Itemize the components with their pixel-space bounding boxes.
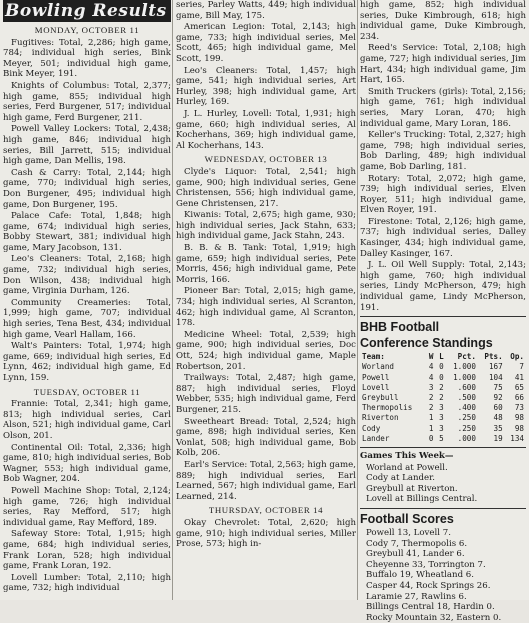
team-result: Sweetheart Bread: Total, 2,524; high game, 898; high individual series, Ken Vonlat, 508; high individual game, Bob Kolb, 206. bbox=[176, 416, 356, 459]
team-result: Medicine Wheel: Total, 2,539; high game, 900; high individual series, Doc Ott, 524; high individual game, Maple Robertson, 201. bbox=[176, 329, 356, 372]
score-line: Rocky Mountain 32, Eastern 0. bbox=[366, 612, 502, 623]
team-result: Firestone: Total, 2,126; high game, 737; high individual series, Dalley Kasinger, 434; high individual game, Dalley Kasinger, 167. bbox=[360, 216, 526, 259]
pts-cell: 48 bbox=[493, 413, 503, 423]
losses-cell: 5 bbox=[439, 433, 444, 443]
standings-header-w: W bbox=[428, 352, 434, 362]
team-cell: Powell bbox=[362, 372, 390, 382]
team-cell: Lander bbox=[362, 433, 390, 443]
team-result: Community Creameries: Total, 1,999; high game, 707; individual high series, Tena Best, 434; individual high game, Vearl Hallam, 166. bbox=[3, 297, 171, 340]
standings-row bbox=[360, 383, 526, 393]
pct-cell: .400 bbox=[457, 403, 476, 413]
pct-cell: .000 bbox=[457, 433, 476, 443]
losses-cell: 0 bbox=[439, 362, 444, 372]
pts-cell: 60 bbox=[493, 403, 503, 413]
team-result: Clyde's Liquor: Total, 2,541; high game, 900; high individual series, Gene Christensen, 556; high individual game, Gene Christensen, 217. bbox=[176, 166, 356, 209]
op-cell: 7 bbox=[519, 362, 524, 372]
team-result: Leo's Cleaners: Total, 2,168; high game, 732; individual high series, Don Wilson, 438; individual high game, Virginia Durham, 126. bbox=[3, 254, 171, 297]
op-cell: 66 bbox=[514, 393, 524, 403]
standings-row bbox=[360, 434, 526, 444]
losses-cell: 3 bbox=[439, 413, 444, 423]
standings-header-pts: Pts. bbox=[484, 352, 503, 362]
standings-row bbox=[360, 362, 526, 372]
team-result: American Legion: Total, 2,143; high game, 733; high individual series, Mel Scott, 465; high individual game, Mel Scott, 199. bbox=[176, 22, 356, 64]
day-heading: THURSDAY, OCTOBER 14 bbox=[208, 505, 324, 516]
wins-cell: 0 bbox=[428, 433, 434, 443]
standings-row bbox=[360, 424, 526, 434]
team-result: Earl's Service: Total, 2,563; high game, 889; high individual series, Earl Learned, 567; high individual game, Earl Learned, 214. bbox=[176, 459, 356, 502]
wins-cell: 4 bbox=[428, 362, 434, 372]
team-result: Trailways: Total, 2,487; high game, 887; high individual series, Floyd Webber, 535; high individual game, Ferd Burgener, 215. bbox=[176, 373, 356, 415]
wins-cell: 2 bbox=[428, 393, 434, 403]
standings-title: BHB Football bbox=[360, 320, 440, 335]
masthead-title: Bowling Results bbox=[3, 0, 171, 22]
team-result: Okay Chevrolet: Total, 2,620; high game, 910; high individual series, Miller Prose, 573; high in- bbox=[176, 517, 356, 550]
pts-cell: 75 bbox=[493, 382, 503, 392]
losses-cell: 3 bbox=[439, 423, 444, 433]
column-rule bbox=[357, 0, 358, 600]
standings-header-l: L bbox=[439, 352, 444, 362]
score-line: Casper 44, Rock Springs 26. bbox=[366, 580, 491, 591]
score-line: Buffalo 19, Wheatland 6. bbox=[366, 570, 475, 581]
team-result: Knights of Columbus: Total, 2,377; high game, 855; individual high series, Ferd Burgener, 517; individual high game, Ferd Burgener, 211. bbox=[3, 80, 171, 123]
wins-cell: 1 bbox=[428, 423, 434, 433]
score-line: Billings Central 18, Hardin 0. bbox=[366, 602, 495, 613]
op-cell: 65 bbox=[514, 382, 524, 392]
standings-row bbox=[360, 393, 526, 403]
team-result: Lovell Lumber: Total, 2,110; high game, 732; high individual bbox=[3, 572, 171, 594]
team-result: Keller's Trucking: Total, 2,327; high game, 798; high individual series, Bob Darling, 489; high individual game, Bob Darling, 181. bbox=[360, 130, 526, 172]
team-result: Powell Valley Lockers: Total, 2,438; high game, 846; individual high series, Bill Jarrett, 515; individual high game, Dan Mellis, 198. bbox=[3, 124, 171, 167]
team-result: series, Parley Watts, 449; high individual game, Bill May, 175. bbox=[176, 0, 356, 21]
section-divider bbox=[360, 508, 526, 509]
section-divider bbox=[360, 447, 526, 448]
score-line: Powell 13, Lovell 7. bbox=[366, 528, 451, 539]
day-heading: TUESDAY, OCTOBER 11 bbox=[33, 386, 141, 397]
pct-cell: .250 bbox=[457, 413, 476, 423]
column-rule bbox=[172, 0, 173, 600]
team-cell: Worland bbox=[362, 362, 395, 372]
scheduled-game: Cody at Lander. bbox=[366, 473, 435, 484]
team-result: Pioneer Bar: Total, 2,015; high game, 734; high individual series, Al Scranton, 462; high individual game, Al Scranton, 178. bbox=[176, 286, 356, 329]
pts-cell: 92 bbox=[493, 393, 503, 403]
losses-cell: 0 bbox=[439, 372, 444, 382]
standings-table bbox=[360, 352, 526, 444]
standings-header-pct: Pct. bbox=[457, 352, 476, 362]
team-cell: Riverton bbox=[362, 413, 399, 423]
scheduled-game: Greybull at Riverton. bbox=[366, 483, 458, 494]
wins-cell: 2 bbox=[428, 403, 434, 413]
pts-cell: 19 bbox=[493, 433, 503, 443]
losses-cell: 3 bbox=[439, 403, 444, 413]
team-result: high game, 852; high individual series, Duke Kimbrough, 618; high individual game, Duke Kimbrough, 234. bbox=[360, 0, 526, 42]
wins-cell: 4 bbox=[428, 372, 434, 382]
team-result: Frannie: Total, 2,341; high game, 813; high individual series, Carl Alson, 521; high individual game, Carl Olson, 201. bbox=[3, 399, 171, 441]
team-result: Reed's Service: Total, 2,108; high game, 727; high individual series, Jim Hart, 434; high individual game, Jim Hart, 165. bbox=[360, 43, 526, 86]
losses-cell: 2 bbox=[439, 382, 444, 392]
day-heading: WEDNESDAY, OCTOBER 13 bbox=[204, 154, 328, 165]
team-cell: Cody bbox=[362, 423, 381, 433]
team-cell: Thermopolis bbox=[362, 403, 413, 413]
standings-header-op: Op. bbox=[510, 352, 524, 362]
pct-cell: 1.000 bbox=[453, 372, 476, 382]
team-result: Continental Oil: Total, 2,336; high game, 810; high individual series, Bob Wagner, 553; high individual game, Bob Wagner, 204. bbox=[3, 442, 171, 485]
op-cell: 98 bbox=[514, 413, 524, 423]
team-result: Leo's Cleaners: Total, 1,457; high game, 541; high individual series, Art Hurley, 398; high individual game, Art Hurley, 169. bbox=[176, 65, 356, 108]
op-cell: 134 bbox=[510, 433, 524, 443]
pts-cell: 35 bbox=[493, 423, 503, 433]
team-result: Cash & Carry: Total, 2,144; high game, 770; individual high series, Don Burgener, 495; individual high game, Don Burgener, 195. bbox=[3, 167, 171, 210]
team-result: J. L. Hurley, Lovell: Total, 1,931; high game, 660; high individual series, Al Kocherhans, 369; high individual game, Al Kocherhans, 143. bbox=[176, 108, 356, 151]
pts-cell: 167 bbox=[488, 362, 503, 372]
team-result: Rotary: Total, 2,072; high game, 739; high individual series, Elven Royer, 511; high individual game, Elven Royer, 191. bbox=[360, 173, 526, 216]
team-result: Palace Cafe: Total, 1,848; high game, 674; individual high series, Bobby Stewart, 381; individual high game, Mary Jacobson, 131. bbox=[3, 211, 171, 253]
pct-cell: .500 bbox=[457, 393, 476, 403]
standings-row bbox=[360, 413, 526, 423]
op-cell: 73 bbox=[514, 403, 524, 413]
standings-header-team: Team: bbox=[362, 352, 385, 362]
day-heading: MONDAY, OCTOBER 11 bbox=[34, 25, 140, 35]
team-result: Walt's Painters: Total, 1,974; high game, 669; individual high series, Ed Lynn, 462; individual high game, Ed Lynn, 159. bbox=[3, 341, 171, 383]
standings-row bbox=[360, 403, 526, 413]
team-cell: Greybull bbox=[362, 393, 399, 403]
column-two bbox=[176, 0, 356, 551]
column-one bbox=[3, 0, 171, 595]
standings-header-row bbox=[360, 352, 526, 362]
score-line: Cody 7, Thermopolis 6. bbox=[366, 538, 468, 549]
scheduled-game: Worland at Powell. bbox=[366, 462, 448, 473]
standings-subtitle: Conference Standings bbox=[360, 336, 493, 351]
team-result: Powell Machine Shop: Total, 2,124; high game, 726; high individual series, Ray Mefford, 517; high individual game, Ray Mefford, 189. bbox=[3, 485, 171, 528]
wins-cell: 1 bbox=[428, 413, 434, 423]
pct-cell: 1.000 bbox=[453, 362, 476, 372]
standings-row bbox=[360, 373, 526, 383]
score-line: Greybull 41, Lander 6. bbox=[366, 549, 465, 560]
pct-cell: .250 bbox=[457, 423, 476, 433]
score-line: Laramie 27, Rawlins 6. bbox=[366, 591, 467, 602]
section-divider bbox=[360, 316, 526, 317]
pct-cell: .600 bbox=[457, 382, 476, 392]
score-line: Cheyenne 33, Torrington 7. bbox=[366, 559, 486, 570]
team-result: Safeway Store: Total, 1,915; high game, 684; high individual series, Frank Loran, 528; high individual game, Frank Loran, 192. bbox=[3, 529, 171, 572]
op-cell: 41 bbox=[514, 372, 524, 382]
team-result: J. L. Oil Well Supply: Total, 2,143; high game, 760; high individual series, Lindy McPherson, 479; high individual game, Lindy McPherson, 191. bbox=[360, 260, 526, 313]
team-result: Smith Truckers (girls): Total, 2,156; high game, 761; high individual series, Mary Loran, 470; high individual game, Mary Loran, 186. bbox=[360, 86, 526, 129]
games-this-week-title: Games This Week— bbox=[360, 451, 454, 462]
column-three bbox=[360, 0, 526, 623]
pts-cell: 104 bbox=[488, 372, 503, 382]
wins-cell: 3 bbox=[428, 382, 434, 392]
op-cell: 98 bbox=[514, 423, 524, 433]
team-result: Kiwanis: Total, 2,675; high game, 930; high individual series, Jack Stahn, 633; high individual game, Jack Stahn, 243. bbox=[176, 210, 356, 242]
football-scores-title: Football Scores bbox=[360, 512, 454, 527]
team-result: Fugitives: Total, 2,286; high game, 784; individual high series, Bink Meyer, 501; individual high game, Bink Meyer, 191. bbox=[3, 37, 171, 80]
losses-cell: 2 bbox=[439, 393, 444, 403]
team-cell: Lovell bbox=[362, 382, 390, 392]
team-result: B. B. & B. Tank: Total, 1,919; high game, 659; high individual series, Pete Morris, 456; high individual game, Pete Morris, 166. bbox=[176, 243, 356, 285]
scheduled-game: Lovell at Billings Central. bbox=[366, 494, 478, 505]
